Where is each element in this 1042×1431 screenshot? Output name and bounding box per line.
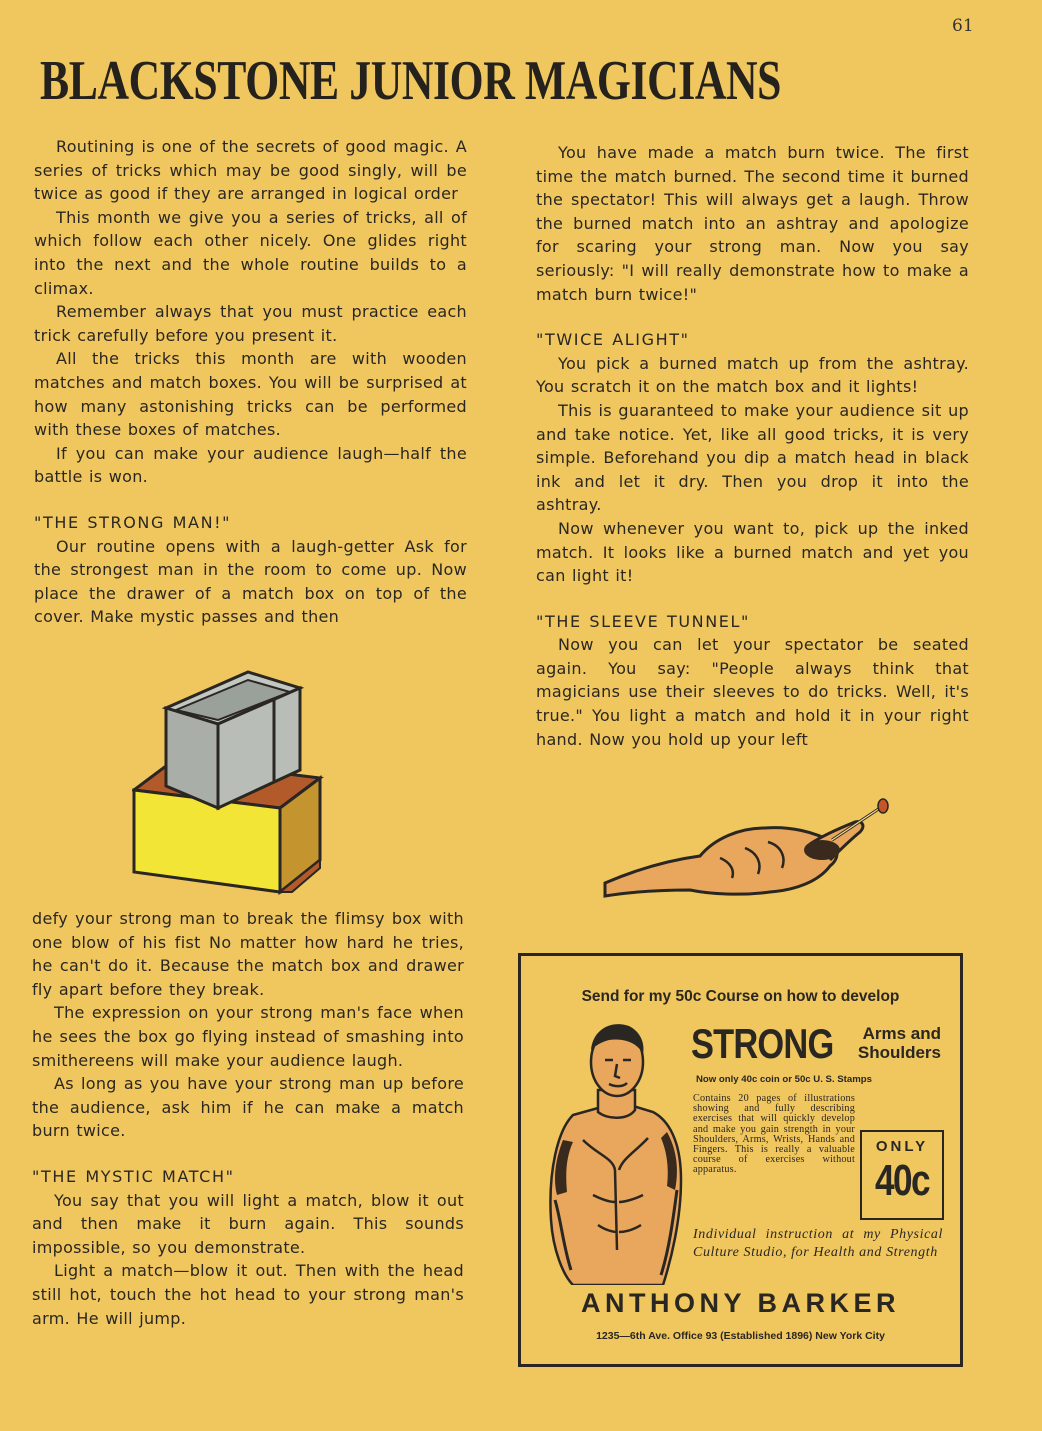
advertisement-box	[518, 953, 963, 1367]
ad-header: Send for my 50c Course on how to develop	[581, 988, 900, 1005]
section-heading-sleeve-tunnel: "THE SLEEVE TUNNEL"	[536, 611, 750, 631]
shadow-blob	[804, 840, 840, 860]
paragraph: Our routine opens with a laugh-getter Ask for the strongest man in the room to come up. Now place the drawer of a match box on top of the cover. Make mystic passes and then	[34, 536, 467, 627]
ad-strong-headline: STRONG	[691, 1020, 834, 1067]
paragraph: The expression on your strong man's face when he sees the box go flying instead of smashing into smithereens will make your audience laugh.	[32, 1003, 464, 1070]
paragraph: You say that you will light a match, blow it out and then make it burn again. This sounds impossible, so you demonstrate.	[32, 1190, 464, 1257]
ad-individual-instruction: Individual instruction at my Physical Culture Studio, for Health and Strength	[693, 1227, 943, 1260]
paragraph: All the tricks this month are with wooden matches and match boxes. You will be surprised at how many astonishing tricks can be performed with these boxes of matches.	[34, 349, 467, 440]
section-heading-twice-alight: "TWICE ALIGHT"	[536, 330, 690, 350]
hand-holding-match-illustration	[600, 798, 900, 898]
ad-price: 40c	[875, 1156, 929, 1205]
ad-arms-shoulders	[831, 1024, 941, 1062]
paragraph: defy your strong man to break the flimsy box with one blow of his fist No matter how hard he tries, he can't do it. Because the match box and drawer fly apart before they break.	[32, 909, 464, 999]
paragraph: You have made a match burn twice. The first time the match burned. The second time it burned the spectator! This will always get a laugh. Throw the burned match into an ashtray and apologize for scaring your strong man. Now you say seriously: "I will really demonstrate how to make a match burn twice!"	[536, 143, 969, 304]
paragraph: Now whenever you want to, pick up the inked match. It looks like a burned match and yet you can light it!	[536, 518, 969, 586]
left-column-top	[34, 135, 467, 629]
paragraph: Now you can let your spectator be seated again. You say: "People always think that magicians use their sleeves to do tricks. Well, it's true." You light a match and hold it in your right hand. Now you hold up your left	[536, 635, 969, 749]
page-number: 61	[952, 16, 974, 36]
ad-advertiser-name: ANTHONY BARKER	[580, 1288, 900, 1318]
section-heading-mystic-match: "THE MYSTIC MATCH"	[32, 1166, 235, 1186]
ad-shoulders-line: Shoulders	[857, 1043, 941, 1062]
ad-price-box	[860, 1130, 944, 1220]
paragraph: This month we give you a series of tricks, all of which follow each other nicely. One glides right into the next and the whole routine builds to a climax.	[34, 207, 467, 298]
paragraph: Light a match—blow it out. Then with the head still hot, touch the hot head to your strong man's arm. He will jump.	[32, 1261, 464, 1328]
paragraph: As long as you have your strong man up before the audience, ask him if he can make a match burn twice.	[32, 1074, 464, 1141]
match-head	[878, 799, 888, 813]
section-heading-strong-man: "THE STRONG MAN!"	[34, 512, 232, 532]
hand-shape	[605, 828, 837, 896]
ad-description: Contains 20 pages of illustrations showing and fully describing exercises that will quickly develop and make you gain strength in your Shoulders, Arms, Wrists, Hands and Fingers. This is really a valuable course of exercises without apparatus.	[693, 1093, 855, 1176]
ad-only-label: ONLY	[875, 1138, 929, 1155]
page-title: BLACKSTONE JUNIOR MAGICIANS	[40, 50, 782, 112]
matchbox-illustration	[132, 670, 332, 900]
ad-price-line: Now only 40c coin or 50c U. S. Stamps	[696, 1074, 872, 1085]
strongman-portrait	[543, 1020, 688, 1285]
paragraph: Remember always that you must practice each trick carefully before you present it.	[34, 302, 467, 345]
paragraph: Routining is one of the secrets of good magic. A series of tricks which may be good singly, will be twice as good if they are arranged in logical order	[34, 137, 467, 204]
left-column-bottom	[32, 907, 464, 1330]
paragraph: You pick a burned match up from the ashtray. You scratch it on the match box and it lights!	[536, 353, 969, 397]
paragraph: This is guaranteed to make your audience sit up and take notice. Yet, like all good tricks, it is very simple. Beforehand you dip a match head in black ink and let it dry. Then you drop it into the ashtray.	[536, 400, 969, 515]
right-column	[536, 141, 969, 751]
paragraph: If you can make your audience laugh—half the battle is won.	[34, 443, 467, 487]
matchbox-cover-front	[134, 790, 280, 892]
ad-address: 1235—6th Ave. Office 93 (Established 1896) New York City	[596, 1330, 885, 1342]
ad-arms-line: Arms and	[862, 1024, 941, 1043]
